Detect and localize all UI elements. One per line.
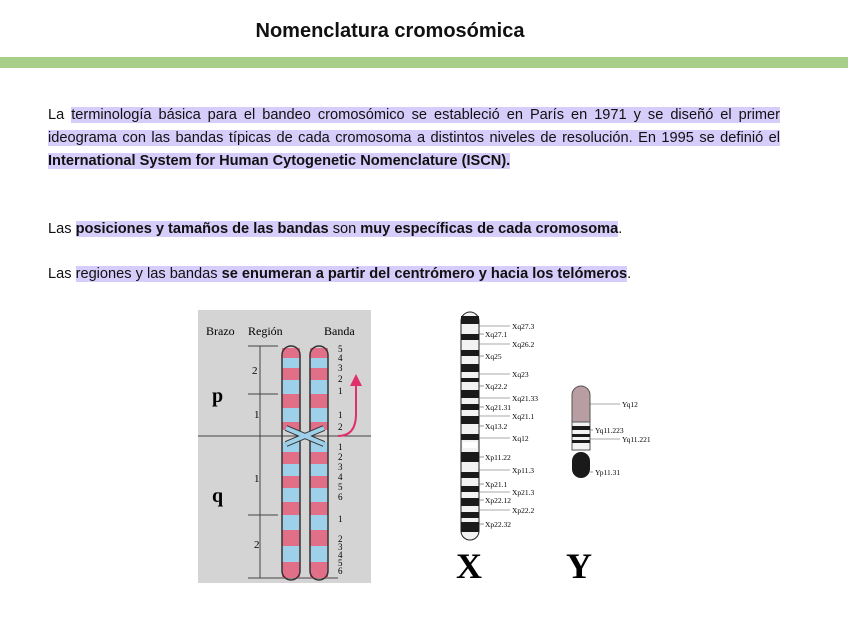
paragraph-iscn <box>48 104 780 173</box>
chromatid-band <box>310 530 328 546</box>
chromatid-band <box>310 358 328 368</box>
chromatid-band <box>310 546 328 562</box>
x-centromere <box>463 442 477 448</box>
x-dark-band <box>461 512 479 518</box>
band-label-q: 1 <box>338 514 343 524</box>
chromatid-band <box>282 394 300 408</box>
p2-text-5: . <box>618 221 623 237</box>
chromatid-band <box>282 562 300 578</box>
p1-text-1: La <box>48 107 72 123</box>
y-band-label: Yq11.223 <box>595 426 624 435</box>
p1-text-2: terminología básica para el bandeo cromosómico se estableció en París en 1971 y se diseñó el primer ideograma con las bandas típicas de cada cromosoma a distintos niveles de resolución. En 1995 se definió el <box>48 107 780 146</box>
xy-chromosomes-figure <box>448 306 678 591</box>
x-band-label: Xq21.33 <box>512 394 539 403</box>
chromosome-ideogram-svg <box>198 310 371 583</box>
x-band-labels <box>479 322 538 529</box>
p3-text-2: regiones y las bandas <box>75 266 218 282</box>
band-label-q: 2 <box>338 452 343 462</box>
y-chromosome <box>572 386 590 478</box>
x-band-label: Xq26.2 <box>512 340 535 349</box>
x-dark-band <box>461 334 479 340</box>
band-label-q: 6 <box>338 566 343 576</box>
chromatid-band <box>310 476 328 488</box>
x-band-label: Xp11.22 <box>485 453 511 462</box>
p1-iscn-name: International System for Human Cytogenetic Nomenclature <box>48 153 458 169</box>
title-underline-bar <box>0 57 848 68</box>
band-label-p: 1 <box>338 386 343 396</box>
x-band-label: Xp21.1 <box>485 480 508 489</box>
chromatid-band <box>282 515 300 530</box>
x-band-label: Xq12 <box>512 434 529 443</box>
chromatid-band <box>282 476 300 488</box>
chromatid-band <box>310 394 328 408</box>
x-band-label: Xp22.12 <box>485 496 512 505</box>
p2-text-4: muy específicas de cada cromosoma <box>360 221 619 237</box>
y-band-label: Yq11.221 <box>622 435 651 444</box>
chromatid-band <box>282 452 300 464</box>
arm-q-label: q <box>212 485 224 507</box>
region-q1-label: 1 <box>254 473 260 485</box>
x-band-label: Xp22.32 <box>485 520 512 529</box>
chromatid-band <box>282 488 300 502</box>
chromatid-band <box>282 408 300 422</box>
p1-iscn-acronym: (ISCN). <box>457 153 511 169</box>
y-band-label: Yp11.31 <box>595 468 621 477</box>
chromatid-band <box>310 502 328 515</box>
chromatid-band <box>310 368 328 380</box>
chromatid-band <box>310 515 328 530</box>
arrow-head-icon <box>350 374 362 386</box>
p2-text-2: posiciones y tamaños de las bandas <box>75 221 329 237</box>
chromatid-band <box>282 464 300 476</box>
band-label-q: 4 <box>338 472 343 482</box>
x-dark-band <box>461 404 479 410</box>
x-band-label: Xp11.3 <box>512 466 535 475</box>
x-dark-band <box>461 452 479 462</box>
page-title: Nomenclatura cromosómica <box>255 20 525 42</box>
x-chromosome <box>461 312 479 540</box>
p2-highlight <box>76 221 619 237</box>
paragraph-regiones <box>48 263 780 286</box>
x-band-label: Xq27.3 <box>512 322 535 331</box>
y-dark-band <box>572 426 590 430</box>
chromosome-ideogram-figure <box>198 310 371 583</box>
p3-text-1: Las <box>48 266 76 282</box>
band-label-p: 1 <box>338 410 343 420</box>
region-p1-label: 1 <box>254 409 260 421</box>
band-label-q: 3 <box>338 542 343 552</box>
x-dark-band <box>461 364 479 372</box>
y-dark-band <box>572 434 590 437</box>
chromatid-band <box>282 380 300 394</box>
chromatid-band <box>310 562 328 578</box>
header-banda: Banda <box>324 324 355 338</box>
x-band-label: Xq21.1 <box>512 412 535 421</box>
paragraph-bandas <box>48 218 780 241</box>
chromatid-band <box>282 358 300 368</box>
xy-chromosomes-svg <box>448 306 678 591</box>
chromatid-band <box>282 368 300 380</box>
x-dark-band <box>461 486 479 492</box>
band-label-q: 5 <box>338 482 343 492</box>
header-brazo: Brazo <box>206 324 235 338</box>
band-label-p: 2 <box>338 422 343 432</box>
region-p2-label: 2 <box>252 365 258 377</box>
chromatid-band <box>310 408 328 422</box>
x-band-label: Xq22.2 <box>485 382 508 391</box>
y-chromosome-label: Y <box>566 546 592 586</box>
band-label-q: 1 <box>338 442 343 452</box>
chromatid-band <box>282 530 300 546</box>
x-band-label: Xq25 <box>485 352 502 361</box>
x-dark-band <box>461 434 479 440</box>
band-label-q: 3 <box>338 462 343 472</box>
band-label-q: 6 <box>338 492 343 502</box>
y-dark-band <box>572 440 590 443</box>
chromatids <box>282 346 328 580</box>
region-q2-label: 2 <box>254 539 260 551</box>
x-dark-band <box>461 498 479 506</box>
band-label-p: 3 <box>338 363 343 373</box>
y-band-labels <box>590 400 651 477</box>
chromatid-band <box>282 502 300 515</box>
chromatid-band <box>310 452 328 464</box>
x-band-label: Xq27.1 <box>485 330 508 339</box>
x-band-label: Xp22.2 <box>512 506 535 515</box>
x-band-label: Xq21.31 <box>485 403 512 412</box>
arm-p-label: p <box>212 385 224 407</box>
p2-text-3: son <box>328 221 361 237</box>
x-dark-band <box>461 378 479 382</box>
x-dark-band <box>461 416 479 424</box>
x-dark-band <box>461 390 479 398</box>
chromatid-band <box>310 488 328 502</box>
x-band-label: Xq13.2 <box>485 422 508 431</box>
x-dark-band <box>461 522 479 532</box>
y-band-label: Yq12 <box>622 400 638 409</box>
band-labels <box>338 344 343 576</box>
band-label-q: 2 <box>338 534 343 544</box>
p3-text-3: se enumeran a partir del centrómero y hacia los telómeros <box>217 266 628 282</box>
p3-text-4: . <box>627 266 632 282</box>
x-band-label: Xp21.3 <box>512 488 535 497</box>
p1-highlight <box>48 107 780 169</box>
x-dark-band <box>461 350 479 356</box>
p2-text-1: Las <box>48 221 76 237</box>
band-label-p: 4 <box>338 353 343 363</box>
band-label-p: 5 <box>338 344 343 354</box>
band-label-q: 4 <box>338 550 343 560</box>
x-band-label: Xq23 <box>512 370 529 379</box>
header-region: Región <box>248 324 283 338</box>
band-label-p: 2 <box>338 374 343 384</box>
chromatid-band <box>282 546 300 562</box>
band-label-q: 5 <box>338 558 343 568</box>
y-short-arm <box>572 452 590 478</box>
x-chromosome-label: X <box>456 546 482 586</box>
chromatid-band <box>310 464 328 476</box>
x-dark-band <box>461 316 479 324</box>
chromatid-band <box>310 380 328 394</box>
p3-highlight <box>76 266 628 282</box>
x-dark-band <box>461 472 479 478</box>
